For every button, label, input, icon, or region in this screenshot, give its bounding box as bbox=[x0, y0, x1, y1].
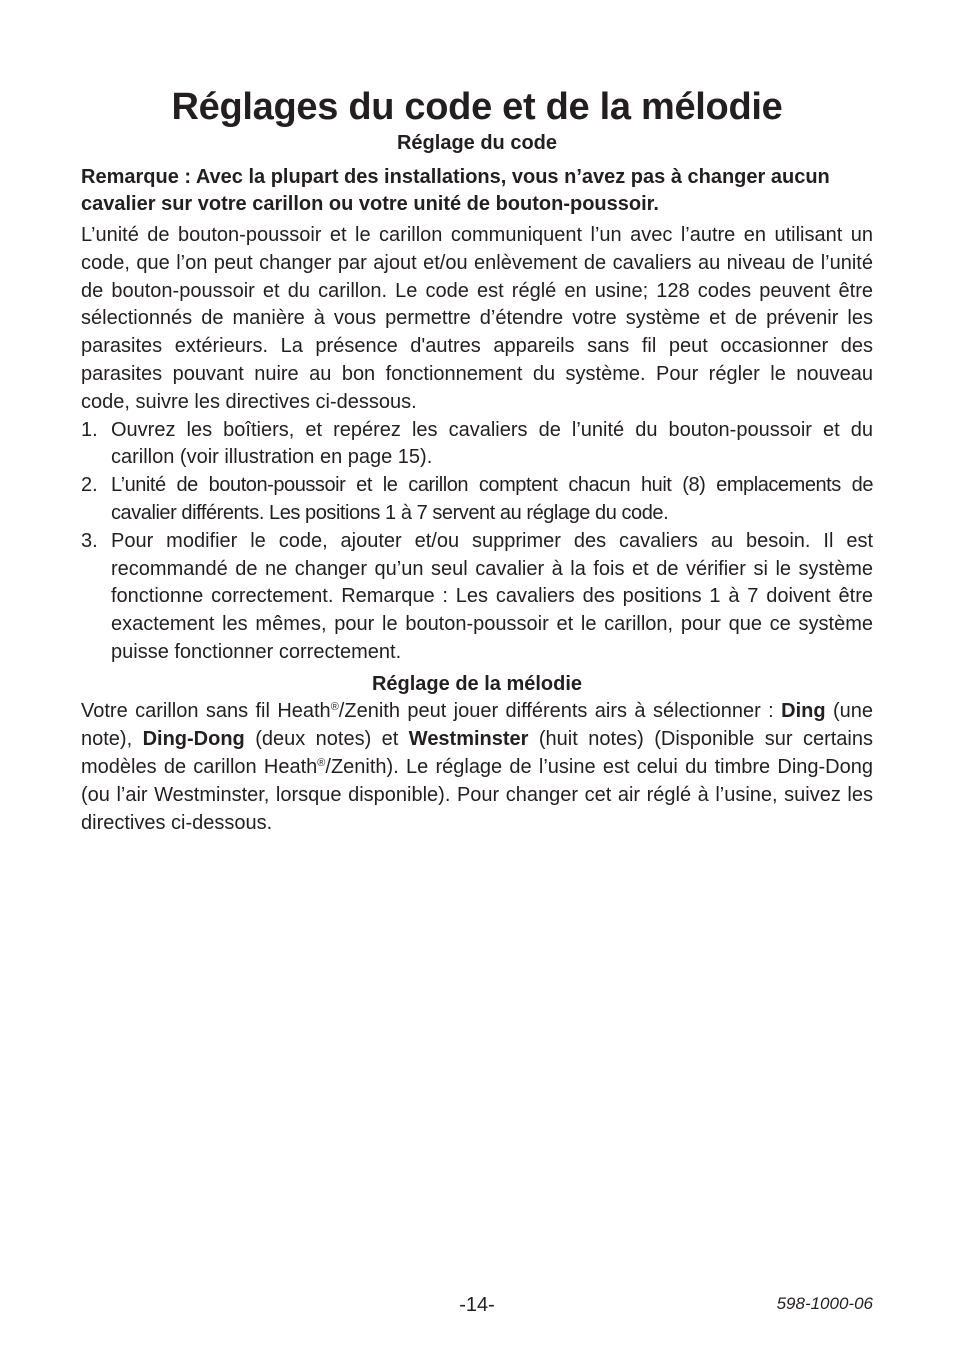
melody-text: /Zenith). Le réglage de l’usine est celui du timbre Ding-Dong (ou l’air Westminster, lorsque disponible). Pour changer cet air réglé à l’usine, suivez les directives ci-dessous. bbox=[81, 755, 873, 834]
step-text: Pour modifier le code, ajouter et/ou supprimer des cavaliers au besoin. Il est recommandé de ne changer qu’un seul cavalier à la fois et de vérifier si le système fonctionne correctement. Remarque : Les cavaliers des positions 1 à 7 doivent être exactement les mêmes, pour le bouton-poussoir et le carillon, pour que ce système puisse fonctionner correctement. bbox=[111, 529, 873, 663]
page-number: -14- bbox=[459, 1294, 495, 1316]
melody-text: (deux notes) et bbox=[244, 727, 409, 750]
step-number: 3. bbox=[81, 529, 98, 552]
step-text: L’unité de bouton-poussoir et le carillon comptent chacun huit (8) emplacements de cavalier différents. Les positions 1 à 7 servent au réglage du code. bbox=[111, 474, 873, 524]
intro-paragraph: L’unité de bouton-poussoir et le carillon communiquent l’un avec l’autre en utilisant un code, que l’on peut changer par ajout et/ou enlèvement de cavaliers au niveau de l’unité de bouton-poussoir et du carillon. Le code est réglé en usine; 128 codes peuvent être sélectionnés de manière à vous permettre d’étendre votre système et de prévenir les parasites extérieurs. La présence d'autres appareils sans fil peut occasionner des parasites pouvant nuire au bon fonctionnement du système. Pour régler le nouveau code, suivre les directives ci-dessous. bbox=[81, 224, 873, 413]
melody-text: /Zenith peut jouer différents airs à sélectionner : bbox=[338, 699, 782, 722]
registered-mark: ® bbox=[330, 700, 339, 713]
steps-list bbox=[81, 417, 873, 667]
step-number: 1. bbox=[81, 418, 98, 441]
melody-text: (huit notes) (Disponible sur certains modèles de carillon Heath bbox=[81, 727, 873, 778]
note-paragraph: Remarque : Avec la plupart des installations, vous n’avez pas à changer aucun cavalier sur votre carillon ou votre unité de bouton-poussoir. bbox=[81, 166, 830, 215]
tune-westminster: Westminster bbox=[408, 727, 529, 750]
document-code: 598-1000-06 bbox=[776, 1294, 873, 1313]
list-item bbox=[81, 417, 873, 473]
step-number: 2. bbox=[81, 474, 98, 497]
list-item bbox=[81, 472, 873, 528]
tune-ding-dong: Ding-Dong bbox=[142, 727, 245, 750]
section-heading-code: Réglage du code bbox=[396, 132, 558, 154]
page-content bbox=[81, 84, 873, 837]
melody-text: (une note), bbox=[81, 699, 873, 750]
melody-text: Votre carillon sans fil Heath bbox=[81, 699, 331, 722]
melody-paragraph bbox=[81, 697, 873, 837]
page-title: Réglages du code et de la mélodie bbox=[171, 86, 783, 128]
tune-ding: Ding bbox=[781, 699, 826, 722]
section-heading-melody: Réglage de la mélodie bbox=[371, 672, 583, 695]
step-text: Ouvrez les boîtiers, et repérez les cavaliers de l’unité du bouton-poussoir et du carillon (voir illustration en page 15). bbox=[111, 418, 873, 469]
registered-mark: ® bbox=[317, 756, 326, 769]
list-item bbox=[81, 528, 873, 667]
